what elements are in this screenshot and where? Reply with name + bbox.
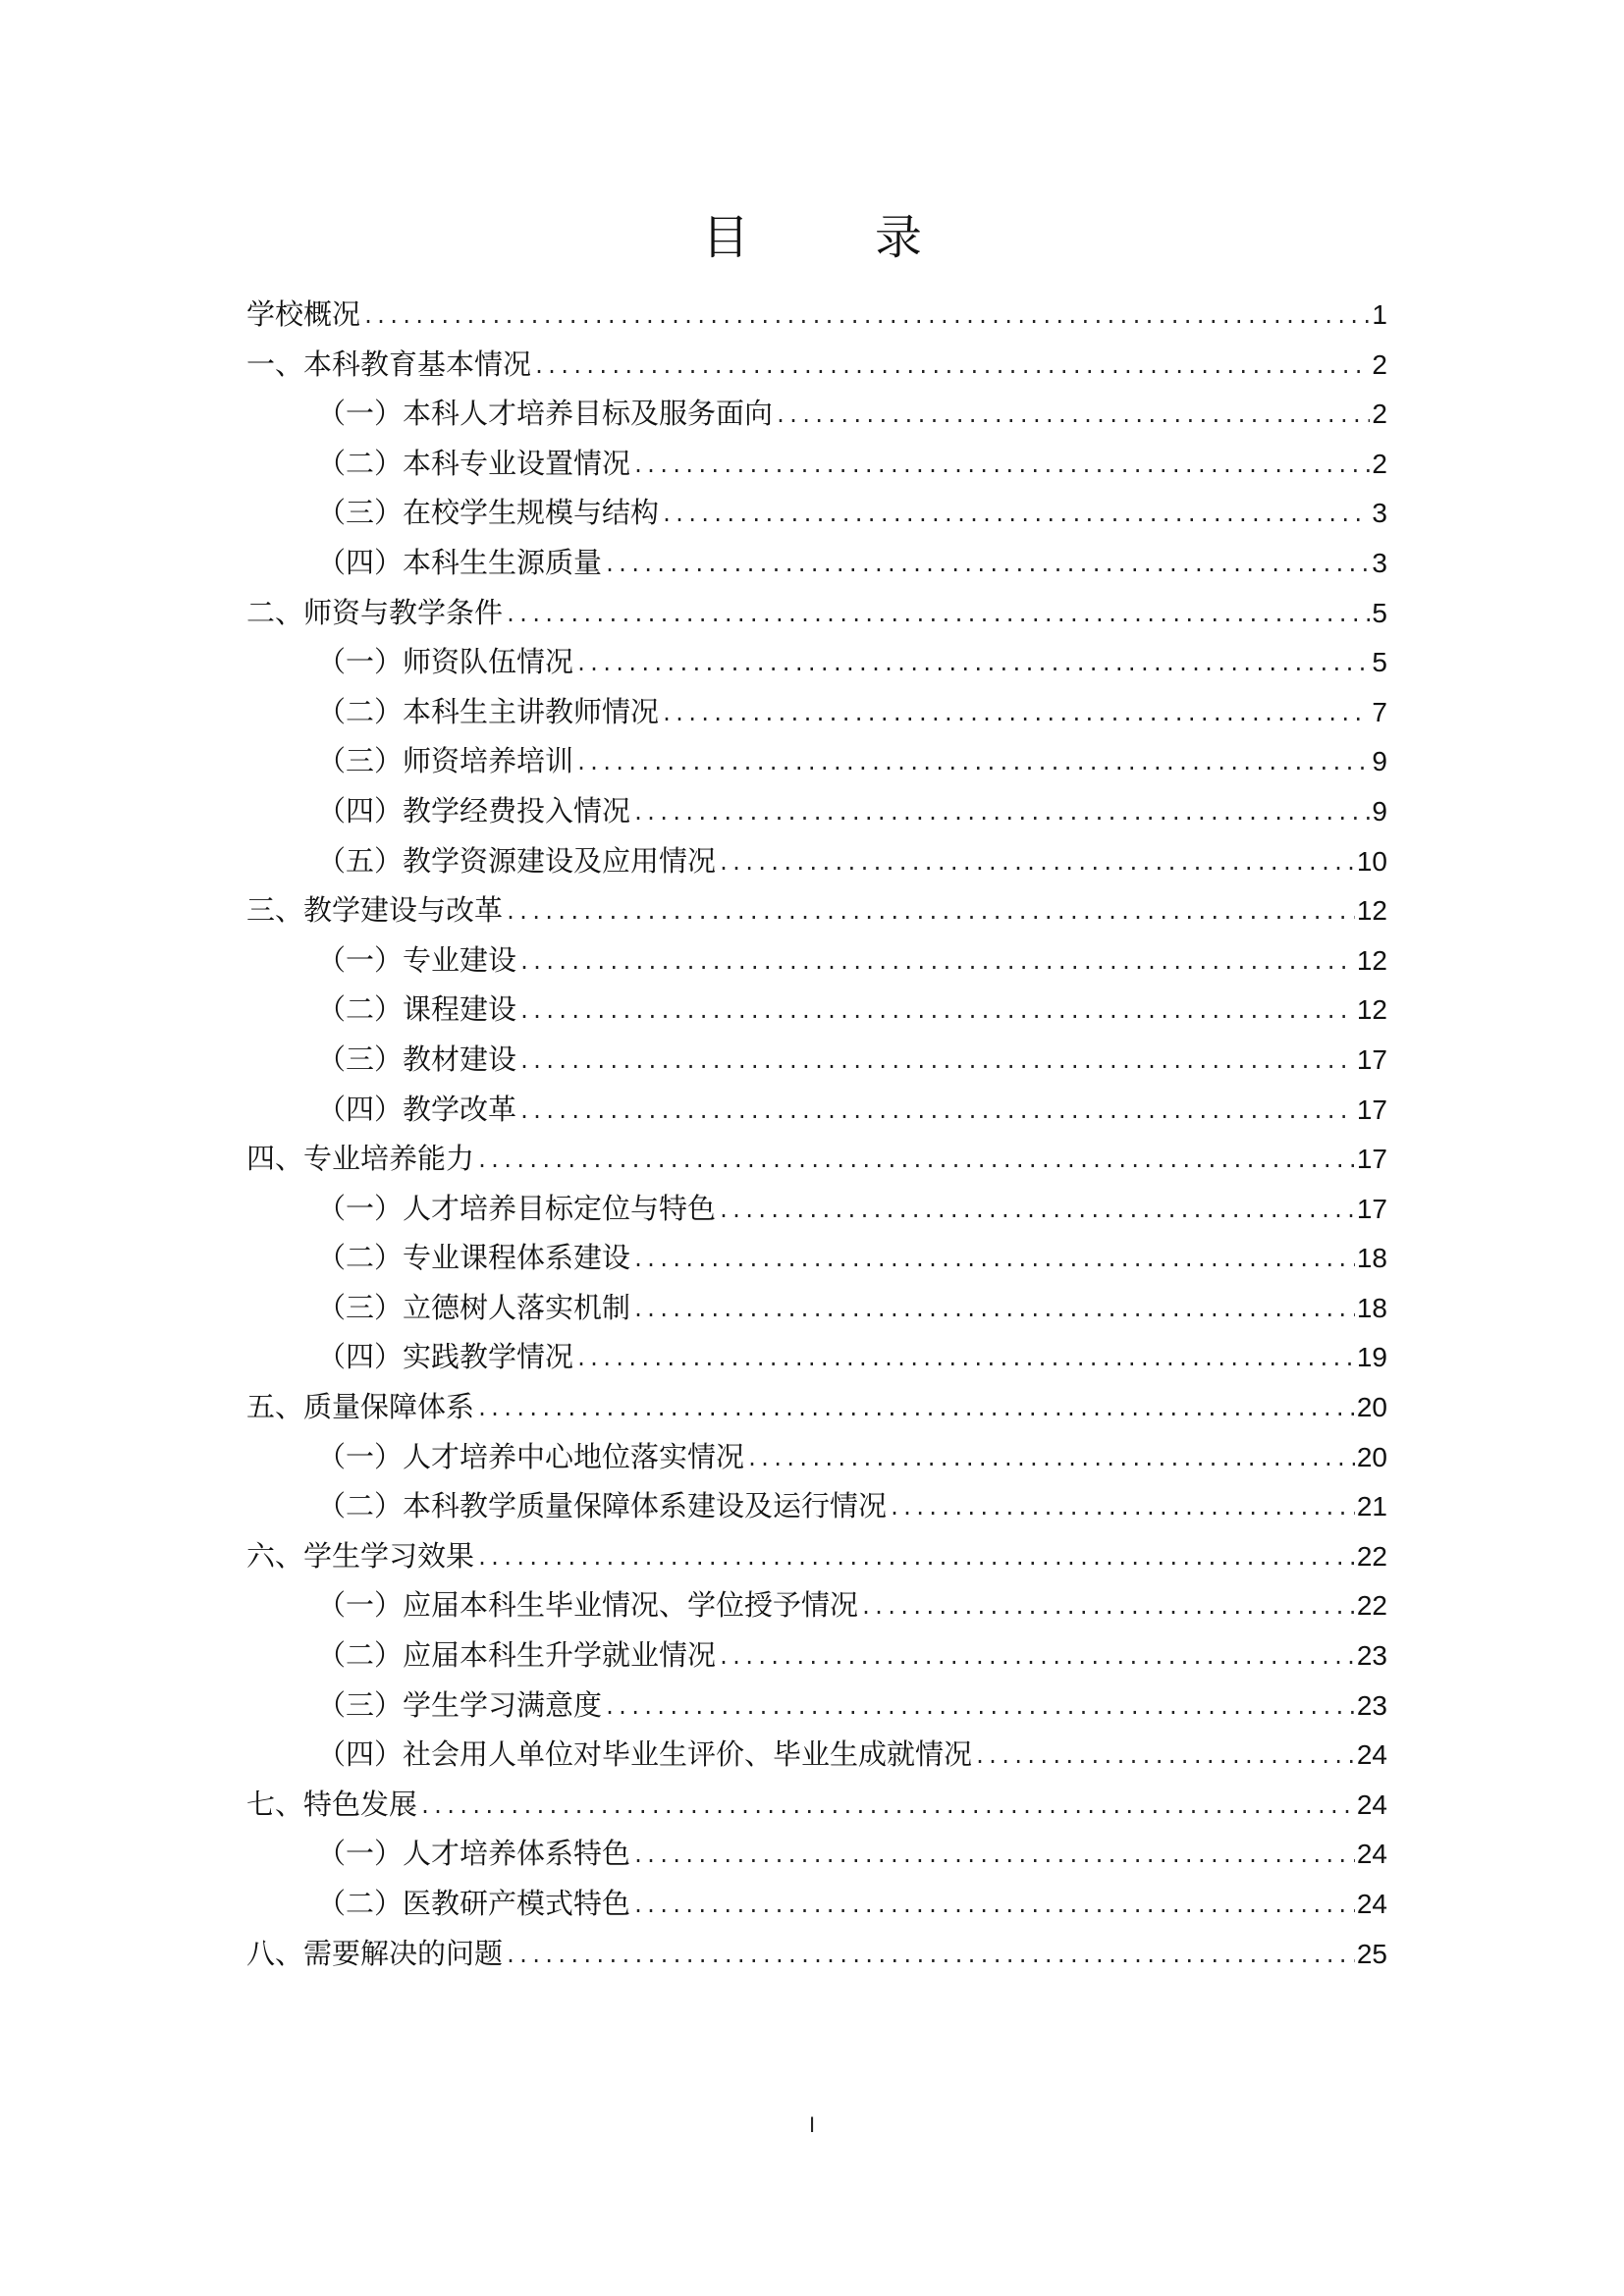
- toc-subsection-entry[interactable]: [246, 1332, 1387, 1382]
- toc-page-number: 3: [1372, 547, 1387, 578]
- toc-dot-leader: [505, 1931, 1355, 1981]
- toc-entry-title: 二、师资与教学条件: [246, 595, 504, 629]
- toc-page-number: 9: [1372, 746, 1387, 777]
- toc-entry-title: （一）人才培养体系特色: [317, 1837, 631, 1871]
- toc-subsection-entry[interactable]: [246, 1184, 1387, 1234]
- toc-dot-leader: [419, 1782, 1355, 1832]
- toc-subsection-entry[interactable]: [246, 687, 1387, 737]
- toc-section-entry[interactable]: [246, 1929, 1387, 1979]
- toc-page-number: 22: [1356, 1540, 1387, 1572]
- toc-page-number: 3: [1372, 498, 1387, 529]
- toc-page-number: 1: [1372, 299, 1387, 330]
- toc-entry-title: 一、本科教育基本情况: [246, 347, 532, 381]
- toc-subsection-entry[interactable]: [246, 1432, 1387, 1482]
- toc-section-entry[interactable]: [246, 588, 1387, 638]
- toc-entry-title: （三）教材建设: [317, 1041, 517, 1076]
- toc-entry-title: （一）师资队伍情况: [317, 645, 574, 679]
- table-of-contents: [246, 290, 1387, 1978]
- toc-page-number: 9: [1372, 795, 1387, 827]
- toc-page-number: 25: [1356, 1938, 1387, 1969]
- toc-dot-leader: [746, 1434, 1355, 1484]
- toc-page-number: 18: [1356, 1292, 1387, 1323]
- toc-dot-leader: [362, 292, 1370, 342]
- toc-entry-title: （四）本科生生源质量: [317, 545, 603, 579]
- toc-page-number: 24: [1356, 1789, 1387, 1820]
- toc-subsection-entry[interactable]: [246, 786, 1387, 836]
- toc-page-number: 5: [1372, 597, 1387, 628]
- toc-entry-title: （二）本科生主讲教师情况: [317, 694, 660, 728]
- toc-entry-title: （四）社会用人单位对毕业生评价、毕业生成就情况: [317, 1737, 973, 1772]
- toc-dot-leader: [518, 937, 1355, 988]
- toc-page-number: 17: [1356, 1144, 1387, 1175]
- toc-section-entry[interactable]: [246, 1134, 1387, 1184]
- toc-dot-leader: [661, 689, 1370, 739]
- toc-entry-title: （五）教学资源建设及应用情况: [317, 843, 717, 878]
- toc-dot-leader: [632, 788, 1370, 838]
- toc-subsection-entry[interactable]: [246, 389, 1387, 439]
- toc-entry-title: （二）课程建设: [317, 992, 517, 1027]
- toc-entry-title: （二）专业课程体系建设: [317, 1241, 631, 1275]
- toc-subsection-entry[interactable]: [246, 985, 1387, 1035]
- toc-entry-title: （一）人才培养中心地位落实情况: [317, 1439, 745, 1473]
- toc-entry-title: （三）在校学生规模与结构: [317, 496, 660, 530]
- page-title: 目 录: [701, 210, 961, 265]
- toc-entry-title: （四）教学经费投入情况: [317, 793, 631, 828]
- toc-subsection-entry[interactable]: [246, 488, 1387, 538]
- toc-page-number: 20: [1356, 1392, 1387, 1423]
- toc-dot-leader: [632, 1285, 1355, 1335]
- toc-dot-leader: [632, 1235, 1355, 1285]
- toc-dot-leader: [718, 1186, 1355, 1236]
- toc-page-number: 19: [1356, 1342, 1387, 1373]
- toc-page-number: 12: [1356, 944, 1387, 976]
- toc-dot-leader: [505, 590, 1370, 640]
- toc-entry-title: （四）实践教学情况: [317, 1340, 574, 1374]
- toc-dot-leader: [505, 887, 1355, 937]
- toc-subsection-entry[interactable]: [246, 1283, 1387, 1333]
- toc-dot-leader: [718, 838, 1355, 888]
- toc-entry-title: 学校概况: [246, 297, 361, 331]
- toc-entry-title: （三）立德树人落实机制: [317, 1290, 631, 1324]
- toc-subsection-entry[interactable]: [246, 1879, 1387, 1929]
- toc-dot-leader: [889, 1483, 1355, 1533]
- toc-dot-leader: [575, 639, 1370, 689]
- toc-dot-leader: [632, 1881, 1355, 1931]
- toc-dot-leader: [632, 1831, 1355, 1881]
- toc-dot-leader: [533, 342, 1370, 392]
- toc-subsection-entry[interactable]: [246, 1681, 1387, 1731]
- toc-entry-title: 八、需要解决的问题: [246, 1936, 504, 1970]
- toc-page-number: 17: [1356, 1043, 1387, 1075]
- toc-subsection-entry[interactable]: [246, 1580, 1387, 1630]
- toc-entry-title: （三）师资培养培训: [317, 744, 574, 778]
- toc-subsection-entry[interactable]: [246, 1233, 1387, 1283]
- toc-page-number: 17: [1356, 1094, 1387, 1125]
- toc-section-entry[interactable]: [246, 1780, 1387, 1830]
- toc-page-number: 5: [1372, 647, 1387, 678]
- toc-page-number: 24: [1356, 1739, 1387, 1771]
- toc-dot-leader: [518, 987, 1355, 1037]
- toc-entry-title: 六、学生学习效果: [246, 1538, 475, 1573]
- toc-dot-leader: [860, 1582, 1355, 1632]
- toc-page-number: 10: [1356, 845, 1387, 877]
- toc-entry-title: （三）学生学习满意度: [317, 1687, 603, 1722]
- toc-entry-title: （二）应届本科生升学就业情况: [317, 1638, 717, 1673]
- page-number: I: [808, 2112, 816, 2137]
- toc-subsection-entry[interactable]: [246, 1829, 1387, 1879]
- toc-page-number: 17: [1356, 1193, 1387, 1224]
- toc-dot-leader: [632, 441, 1370, 491]
- toc-dot-leader: [575, 1334, 1355, 1384]
- toc-subsection-entry[interactable]: [246, 935, 1387, 986]
- toc-entry-title: （一）本科人才培养目标及服务面向: [317, 397, 774, 431]
- toc-dot-leader: [518, 1037, 1355, 1087]
- toc-entry-title: （一）专业建设: [317, 942, 517, 977]
- toc-page-number: 2: [1372, 448, 1387, 479]
- toc-subsection-entry[interactable]: [246, 1630, 1387, 1681]
- toc-page-number: 2: [1372, 348, 1387, 380]
- toc-section-entry[interactable]: [246, 1382, 1387, 1432]
- toc-dot-leader: [604, 540, 1370, 590]
- toc-page-number: 12: [1356, 895, 1387, 927]
- toc-dot-leader: [775, 391, 1370, 441]
- toc-page-number: 18: [1356, 1243, 1387, 1274]
- toc-subsection-entry[interactable]: [246, 439, 1387, 489]
- toc-dot-leader: [476, 1533, 1355, 1583]
- toc-dot-leader: [661, 490, 1370, 540]
- toc-dot-leader: [518, 1087, 1355, 1137]
- toc-entry-title: （一）应届本科生毕业情况、学位授予情况: [317, 1588, 859, 1623]
- toc-entry-title: 三、教学建设与改革: [246, 893, 504, 928]
- toc-dot-leader: [476, 1136, 1355, 1186]
- toc-subsection-entry[interactable]: [246, 1481, 1387, 1531]
- toc-subsection-entry[interactable]: [246, 836, 1387, 886]
- toc-section-entry[interactable]: [246, 885, 1387, 935]
- toc-section-entry[interactable]: [246, 290, 1387, 340]
- toc-dot-leader: [604, 1682, 1355, 1733]
- toc-section-entry[interactable]: [246, 1531, 1387, 1581]
- toc-page-number: 23: [1356, 1689, 1387, 1721]
- toc-entry-title: （一）人才培养目标定位与特色: [317, 1191, 717, 1225]
- toc-entry-title: （二）医教研产模式特色: [317, 1887, 631, 1920]
- toc-page-number: 12: [1356, 994, 1387, 1026]
- toc-dot-leader: [974, 1732, 1355, 1782]
- toc-subsection-entry[interactable]: [246, 1085, 1387, 1135]
- toc-entry-title: （二）本科教学质量保障体系建设及运行情况: [317, 1489, 888, 1523]
- toc-entry-title: （二）本科专业设置情况: [317, 446, 631, 480]
- toc-subsection-entry[interactable]: [246, 1730, 1387, 1780]
- toc-dot-leader: [718, 1632, 1355, 1682]
- toc-page-number: 22: [1356, 1590, 1387, 1622]
- toc-section-entry[interactable]: [246, 340, 1387, 390]
- toc-dot-leader: [476, 1384, 1355, 1434]
- toc-page-number: 24: [1356, 1889, 1387, 1919]
- toc-entry-title: （四）教学改革: [317, 1092, 517, 1126]
- toc-entry-title: 五、质量保障体系: [246, 1390, 475, 1424]
- toc-page-number: 21: [1356, 1491, 1387, 1522]
- toc-subsection-entry[interactable]: [246, 538, 1387, 588]
- toc-page-number: 20: [1356, 1441, 1387, 1472]
- toc-entry-title: 四、专业培养能力: [246, 1142, 475, 1176]
- toc-subsection-entry[interactable]: [246, 637, 1387, 687]
- toc-subsection-entry[interactable]: [246, 736, 1387, 786]
- toc-page-number: 23: [1356, 1640, 1387, 1672]
- toc-subsection-entry[interactable]: [246, 1035, 1387, 1085]
- toc-page-number: 2: [1372, 399, 1387, 430]
- toc-page-number: 24: [1356, 1839, 1387, 1870]
- toc-page-number: 7: [1372, 696, 1387, 727]
- toc-entry-title: 七、特色发展: [246, 1787, 418, 1821]
- toc-dot-leader: [575, 738, 1370, 788]
